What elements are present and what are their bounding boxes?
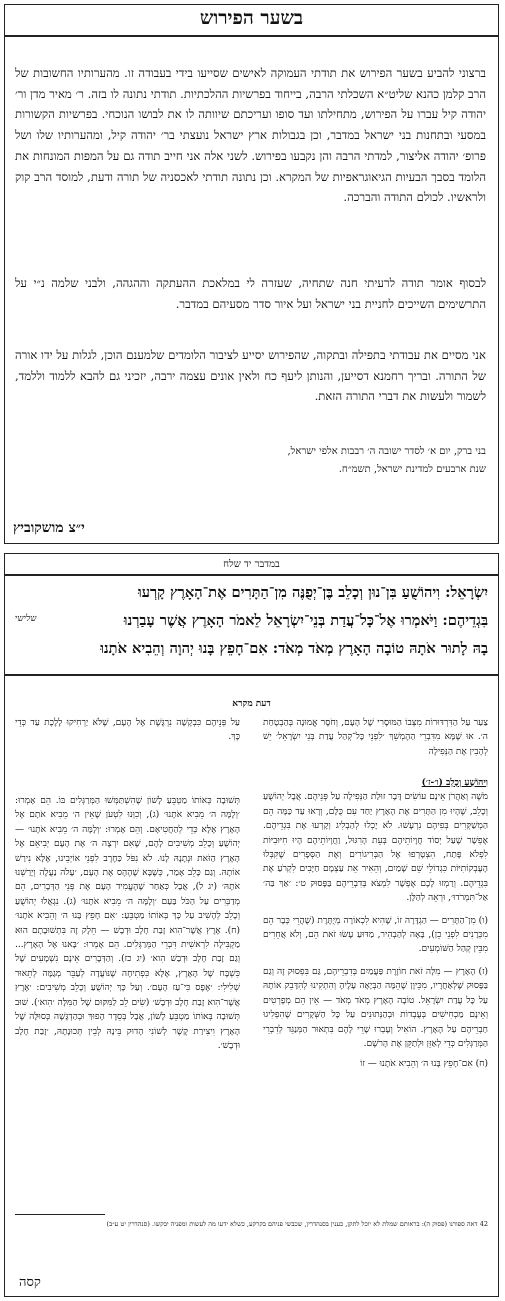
signature-line-1: בני ברק, יום א׳ לסדר ישובה ה׳ רבבות אלפי ישראל, <box>287 446 486 457</box>
commentary-section-title: דעת מקרא <box>232 699 271 709</box>
verse-line-2: בִּגְדֵיהֶם: וַיֹּאמְרוּ אֶל־כָּל־עֲדַת בְּנֵי־יִשְׂרָאֵל לֵאמֹר הָאָרֶץ אֲשֶׁר עָבַרְנוּ <box>123 612 488 629</box>
commentary-page-panel <box>4 553 499 1297</box>
title-divider <box>5 35 498 37</box>
aliyah-marker: שלישי <box>15 614 37 624</box>
acknowledgments-title: בשער הפירוש <box>199 7 304 29</box>
header-divider <box>5 574 498 576</box>
verse-divider <box>5 674 498 676</box>
page-number: קסה <box>19 1275 41 1290</box>
signature-line-2: שנת ארבעים למדינת ישראל, תשמ״ח. <box>338 464 486 475</box>
commentary-left-top: עַל פְּנֵיהֶם כִּבְקָשָׁה נִרְגֶּשֶׁת אֶל הָעָם, שֶׁלֹּא יַרְחִיקוּ לָלֶכֶת עַד כְּדֵי כָּךְ. <box>15 718 240 743</box>
commentary-right-body-3: (ז) הָאָרֶץ — מִלָּה זֹאת חוֹזֶרֶת פַּעֲמַיִם בְּדִבְרֵיהֶם, גַּם בִּפְסוּק זֶה וְגַם בַּפָּסוּק שֶׁלְּאַחֲרָיו, מִכֵּיוָן שֶׁהֵמָּה הַבְּיָאָה עָלֶיהָ וְהִתְקִינוּ לְהִדָּבֵק אוֹתָהּ עַל כָּל עֲדַת יִשְׂרָאֵל. טוֹבָה הָאָרֶץ מְאֹד מְאֹד — אֵין הֵם מְפָרְטִים וְאֵינָם מַכְחִישִׁים בְּעֻבְדוֹת וּבְהַנְּתוּנִים עַל כָּל הַשְּׁקָרִים שֶׁהִפְלִיגוּ חַבְרֵיהֶם עַל הָאָרֶץ. הוֹאִיל וְעָבְרוּ שָׁרֵי לָהֶם בִּתְאוּר הַמְּנַגֵּד לְדִבְרֵי הַמְּרַגְּלִים כְּדֵי לְאַזֵּן וּלְתַקֵּן אֶת הָרֹשֶׁם. <box>263 966 488 1049</box>
commentary-right-body-4: (ח) אִם־חָפֵץ בָּנוּ ה׳ וְהֵבִיא אֹתָנוּ — זוֹ <box>360 1059 488 1070</box>
author-name: י״צ מושקוביץ <box>13 520 85 536</box>
acknowledgments-panel <box>4 4 499 544</box>
commentary-right-body-2: (ו) מִן־הַתָּרִים — הַגְדָּרָה זוֹ, שֶׁהִיא לִכְאוֹרָה מְיֻתֶּרֶת (שֶׁהֲרֵי כְּבָר הֵם מִכְּרָנִים לִפְנֵי כֵן), בָּאָה לְהַבְהִיר, מַדּוּעַ עָשׂוּ זֹאת הֵם, וְלֹא אֲחֵרִים מִבֵּין קְהַל הַשּׁוֹמְעִים. <box>263 915 488 955</box>
acknowledgments-paragraph-2: לבסוף אומר תודה לרעיתי חנה שתחיה, שעזרה לי במלאכת ההעתקה וההגהה, ולבני שלמה נ״י על התרשימים השייכים לחניית בני ישראל ועל איור סדר מסעיהם במדבר. <box>15 276 486 311</box>
commentary-right-top: צַעַר עַל הַדִּרְדּוּרוֹת מִצְּבוֹ הַמּוּסָרִי שֶׁל הָעָם, וְחֹסֶר אֱמוּנָה בְּהַבְטָחַת ה׳. אוּ שֶׁמָּא מִדִּבְרֵי הַהֶמְשֵׁךְ ׳לִפְנֵי כָּל־קְהַל עֲדַת בְּנֵי יִשְׂרָאֵל׳ יֵשׁ לְהָבִין אֶת הַנְּפִילָה <box>263 718 488 757</box>
verse-line-1: יִשְׂרָאֵל: וִיהוֹשֻׁעַ בִּן־נוּן וְכָלֵב בֶּן־יְפֻנֶּה מִן־הַתָּרִים אֶת־הָאָרֶץ קָרְעוּ <box>138 584 488 601</box>
commentary-left-column <box>15 794 240 1053</box>
subheading-yehoshua-caleb: וִיהוֹשֻׁעַ וְכָלֵב (ו׳-ז׳) <box>421 778 488 788</box>
acknowledgments-paragraph-3: אני מסיים את עבודתי בתפילה ובתקוה, שהפירוש יסייע לציבור הלומדים שלמענם הוכן, לגלות על ידו אורה של התורה. ובריך רחמנא דסייען, והנותן ליעף כח ולאין אונים עצמה ירבה, יזכיני גם להבא ללמוד וללמד, לשמור ולעשות את דברי התורה הזאת. <box>15 348 486 404</box>
commentary-left-body: תְּשׁוּבָה כְּאוֹתוֹ מַטְבֵּעַ לָשׁוֹן שֶׁהִשְׁתַּמְּשׁוּ הַמְּרַגְּלִים בּוֹ. הֵם אָמְרוּ: ׳וְלָמָּה ה׳ מֵבִיא אֹתָנוּ׳ (ג), וְכִוְּנוּ לִטְעֹן שֶׁאֵין ה׳ מֵבִיא אֹתָם אֶל הָאָרֶץ אֶלָּא כְּדֵי לְהַחֲטִיאָם. וְהֵם אָמְרוּ: ׳וְלָמָּה ה׳ מֵבִיא אֹתָנוּ׳ — יְהוֹשֻׁעַ וְכָלֵב מְשִׁיבִים לָהֶם, שֶׁאִם יִרְצֶה ה׳ אֶת הָעָם יְבִיאֵם אֶל הָאָרֶץ הַזֹּאת וּנְתָנָהּ לָנוּ. לֹא נִפֹּל כַּחֶרֶב לִפְנֵי אוֹיְבֵינוּ, אֶלָּא נִירַשׁ אוֹתָהּ. וְגַם כָּלֵב אָמַר, כְּשֶׁבָּא שֶׁהֶהֶס אֶת הָעָם, ׳עָלֹה נַעֲלֶה וְיָרַשְׁנוּ אֹתָהּ׳ (יג ל), אֲבָל כְּאַחַר שֶׁהֶעֱמִיד הָעָם אֶת פְּנֵי הַדְּבָרִים, הֵם מְדַבְּרִים עַל הַכֹּל בַּעַם ׳וְלָמָּה ה׳ מֵבִיא אֹתָנוּ׳ (ג). נִגְאֲלוּ יְהוֹשֻׁעַ וְכָלֵב לְהָשִׁיב עַל כָּךְ בְּאוֹתוֹ מַטְבֵּעַ: ׳אִם חָפֵץ בָּנוּ ה׳ וְהֵבִיא אֹתָנוּ׳ (ח). אֶרֶץ אֲשֶׁר־הִוא זָבַת חָלָב וּדְבָשׁ — חֵלֶק זֶה בִּתְשׁוּבָתָם הוּא מַקְבִּילָה לִרְאשִׁית דִּבְרֵי הַמְּרַגְּלִים. הֵם אָמְרוּ: ׳בָּאנוּ אֶל הָאָרֶץ... וְגַם זָבַת חָלָב וּדְבַשׁ הִוא׳ (יג כז). וְהַדְּבָרִים אֵינָם נִשְׁמָעִים שֶׁל כִּשְׁבָּח שֶׁל הָאָרֶץ, אֶלָּא כִּפְתִיחָה שֶׁנּוֹעֲדָה לְעַבֵּר מְגַמָּה לְתֵאוּר שְׁלִילִי: ׳אֶפֶס כִּי־עַז הָעָם׳. וְעַל כָּךְ יְהוֹשֻׁעַ וְכָלֵב מְשִׁיבִים: ׳אֶרֶץ אֲשֶׁר־הִוא זָבַת חָלָב וּדְבָשׁ׳ (שִׂים לֵב לַמִּקּוּם שֶׁל הַמִּלָּה ׳הִוא׳). שׁוּב תְּשׁוּבָה בְּאוֹתוֹ מַטְבֵּעַ לָשׁוֹן, אֲבָל בְּסֵדֶר הָפוּךְ וּבְהַדְגָּשָׁה כְּסוּלָּה שֶׁל הָאָרֶץ וִיצִירַת קֶשֶׁר לְשׁוֹנִי הָדוּק בֵּינָהּ לְבֵין תְּכוּנָתָהּ, ׳זָבַת חָלָב וּדְבָשׁ׳. <box>15 796 240 1051</box>
footnote-divider <box>15 1214 105 1215</box>
footnote: 42 דאה ספורנו (פסוק ה): בראותם שמלת לא יוכל לתקן, כענין בסנהדרין, שכבשי פניהם בקרקע, כשלא ידעו מה לעשות ומפניה יבקשו. (סנהדרין יט ע״ב) <box>106 1220 488 1228</box>
verse-line-3: בָהּ לָתוּר אֹתָהּ טוֹבָה הָאָרֶץ מְאֹד מְאֹד: אִם־חָפֵץ בָּנוּ יְהוָה וְהֵבִיא אֹתָנוּ <box>100 640 488 657</box>
running-header: במדבר יד שלח <box>223 559 280 570</box>
commentary-right-column <box>263 776 488 1072</box>
commentary-right-body: מֹשֶׁה וְאַהֲרֹן אֵינָם עוֹשִׂים דָּבָר זוּלַת הַנְּפִילָה עַל פְּנֵיהֶם. אֲבָל יְהוֹשֻׁעַ וְכָלֵב, שֶׁהָיוּ מִן הַתָּרִים אֶת הָאָרֶץ יַחַד עִם כֻּלָּם, וְרָאוּ עַד כַּמָּה הֵם הַמְשַׁקְּרִים בְּפִיהֶם נִרְעָשׁוּ. לֹא יָכְלוּ לְהַבְלִיג וְקָרְעוּ אֶת בִּגְדֵיהֶם. אֶפְשָׁר שֶׁעַל יְסוֹד חֲוָיוֹתֵיהֶם בְּעֵת הָרִגּוּל, וַחֲוָיוֹתֵיהֶם הָיוּ חִיּוּבִיּוֹת לִפְלֹא פֶּתַח, הִצְטָרְפוּ אֶל הַבְּרִיגוֹרִים וְאֶת הַסְּפָרִים שֶׁקִּבְּלוּ הָעֶבְקוֹתִיּוֹת כִּגְדוֹלֵי שֵׁם שָׁמַיִם, וְהֵאִיר אֵת עַצְמָם חַיָּבִים לִקְרֹעַ אֶת בִּגְדֵיהֶם. וְרַמְזוּ לָכֶם אֶפְשָׁר לִמְצֹא בְּדִבְרֵיהֶם בַּפָּסוּק ט׳: ׳אַךְ בַּה׳ אַל־תִּמְרֹדוּ׳, וּרְאֵה לְהַלָּן. <box>263 792 488 904</box>
acknowledgments-paragraph-1: ברצוני להביע בשער הפירוש את תודתי העמוקה לאישים שסייעו בידי בעבודה זו. מהערותיו החשובות של הרב קלמן כהנא שליט״א השכלתי הרבה, בייחוד בפרשיות ההלכתיות. תודתי נתונה לו בזה. ר׳ מאיר מדן ור׳ יהודה קיל עברו על הפירוש, מתחילתו ועד סופו ועריכתם שיוותה לו את לבושו הנוכחי. בפרשיות הקשורות במסעי ובתחנות בני ישראל במדבר, וכן בגבולות ארץ ישראל נועצתי בר׳ יהודה קיל, ומהערותיו שלו ושל פרופ׳ יהודה אליצור, למדתי הרבה והן נקבעו בפירוש. לשני אלה אני חייב תודה גם על המפות המונחות את הלומד בסבך הבעיות הגיאוגראפיות של המקרא. וכן נתונה תודתי לאכסניה של תורה ודעת, למוסד הרב קוק ולראשיו. לכולם התודה והברכה. <box>15 66 486 205</box>
